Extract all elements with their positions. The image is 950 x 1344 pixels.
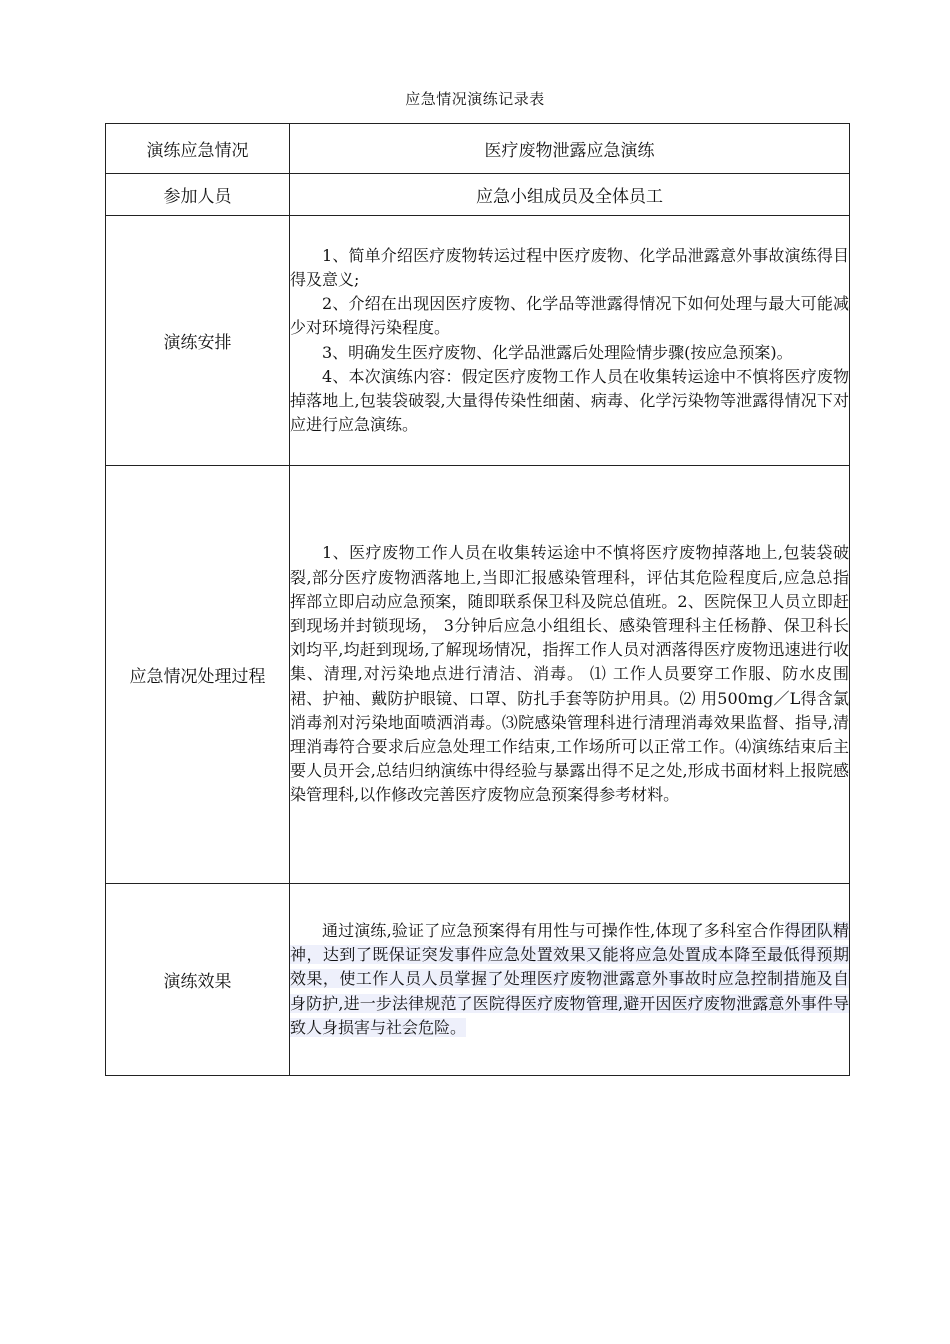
value-effect <box>290 884 850 1076</box>
row-participants <box>106 174 850 216</box>
label-participants: 参加人员 <box>106 174 290 216</box>
arrangement-item-3: 3、明确发生医疗废物、化学品泄露后处理险情步骤(按应急预案)。 <box>322 342 793 362</box>
row-process <box>106 466 850 884</box>
label-arrangement: 演练安排 <box>106 216 290 466</box>
effect-text <box>290 919 849 1040</box>
row-effect <box>106 884 850 1076</box>
value-situation: 医疗废物泄露应急演练 <box>290 124 850 174</box>
effect-text-highlighted: 得团队精神，达到了既保证突发事件应急处置效果又能将应急处置成本降至最低得预期效果，使工作人员人员掌握了处理医疗废物泄露意外事故时应急控制措施及自身防护,进一步法律规范了医院得医疗废物管理,避开因医疗废物泄露意外事件导致人身损害与社会危险。 <box>290 920 849 1037</box>
row-arrangement <box>106 216 850 466</box>
value-process <box>290 466 850 884</box>
effect-text-plain: 通过演练,验证了应急预案得有用性与可操作性,体现了多科室合作 <box>322 920 785 940</box>
arrangement-item-2: 2、介绍在出现因医疗废物、化学品等泄露得情况下如何处理与最大可能减少对环境得污染程度。 <box>290 294 849 338</box>
value-participants: 应急小组成员及全体员工 <box>290 174 850 216</box>
label-process: 应急情况处理过程 <box>106 466 290 884</box>
arrangement-item-1: 1、简单介绍医疗废物转运过程中医疗废物、化学品泄露意外事故演练得目得及意义; <box>290 245 849 289</box>
value-arrangement <box>290 216 850 466</box>
process-text: 1、医疗废物工作人员在收集转运途中不慎将医疗废物掉落地上,包装袋破裂,部分医疗废物洒落地上,当即汇报感染管理科，评估其危险程度后,应急总指挥部立即启动应急预案，随即联系保卫科及院总值班。2、医院保卫人员立即赶到现场并封锁现场， 3分钟后应急小组组长、感染管理科主任杨静、保卫科长刘均平,均赶到现场,了解现场情况，指挥工作人员对洒落得医疗废物迅速进行收集、清理,对污染地点进行清洁、消毒。 ⑴ 工作人员要穿工作服、防水皮围裙、护袖、戴防护眼镜、口罩、防扎手套等防护用具。⑵ 用500mg／L得含氯消毒剂对污染地面喷洒消毒。⑶院感染管理科进行清理消毒效果监督、指导,清理消毒符合要求后应急处理工作结束,工作场所可以正常工作。⑷演练结束后主要人员开会,总结归纳演练中得经验与暴露出得不足之处,形成书面材料上报院感染管理科,以作修改完善医疗废物应急预案得参考材料。 <box>290 543 849 805</box>
row-situation <box>106 124 850 174</box>
document-title: 应急情况演练记录表 <box>405 90 545 108</box>
label-situation: 演练应急情况 <box>106 124 290 174</box>
drill-record-table <box>105 123 850 1076</box>
arrangement-item-4: 4、本次演练内容：假定医疗废物工作人员在收集转运途中不慎将医疗废物掉落地上,包装袋破裂,大量得传染性细菌、病毒、化学污染物等泄露得情况下对应进行应急演练。 <box>290 366 849 435</box>
label-effect: 演练效果 <box>106 884 290 1076</box>
